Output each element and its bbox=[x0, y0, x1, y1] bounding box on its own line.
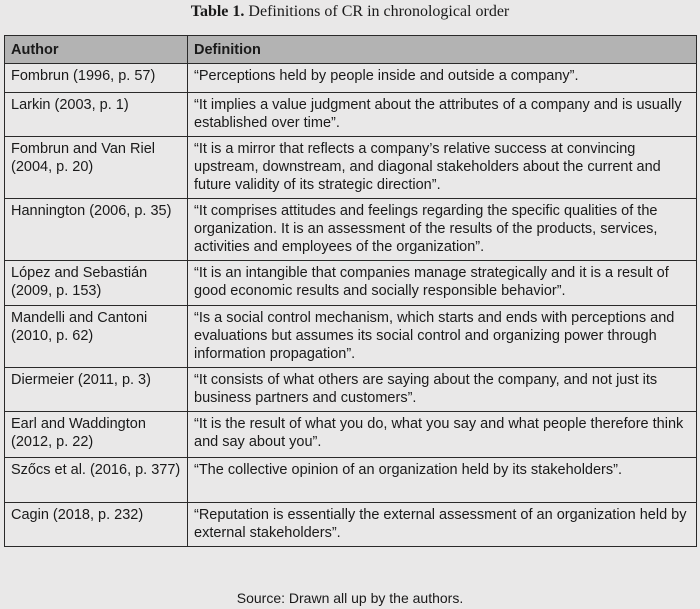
table-row bbox=[5, 458, 697, 503]
definition-cell: “It comprises attitudes and feelings regarding the specific qualities of the organization. It is an assessment of the results of the products, services, activities and employees of the organization”. bbox=[188, 199, 697, 261]
table-header-row bbox=[5, 36, 697, 64]
author-cell: López and Sebastián (2009, p. 153) bbox=[5, 261, 188, 306]
table-row bbox=[5, 64, 697, 93]
table-row bbox=[5, 503, 697, 547]
author-cell: Szőcs et al. (2016, p. 377) bbox=[5, 458, 188, 503]
author-cell: Cagin (2018, p. 232) bbox=[5, 503, 188, 547]
definition-cell: “It is the result of what you do, what you say and what people therefore think and say about you”. bbox=[188, 412, 697, 458]
definition-cell: “Is a social control mechanism, which starts and ends with perceptions and evaluations but assumes its social control and organizing power through information propagation”. bbox=[188, 306, 697, 368]
author-cell: Diermeier (2011, p. 3) bbox=[5, 368, 188, 412]
source-note: Source: Drawn all up by the authors. bbox=[236, 590, 464, 606]
column-header-definition: Definition bbox=[188, 36, 697, 64]
definition-cell: “Reputation is essentially the external assessment of an organization held by external stakeholders”. bbox=[188, 503, 697, 547]
column-header-author: Author bbox=[5, 36, 188, 64]
author-cell: Fombrun and Van Riel (2004, p. 20) bbox=[5, 137, 188, 199]
definition-cell: “It is an intangible that companies manage strategically and it is a result of good economic results and socially responsible behavior”. bbox=[188, 261, 697, 306]
definition-cell: “It is a mirror that reflects a company’s relative success at convincing upstream, downstream, and diagonal stakeholders about the current and future validity of its strategic direction”. bbox=[188, 137, 697, 199]
table-row bbox=[5, 137, 697, 199]
definition-cell: “It implies a value judgment about the attributes of a company and is usually established over time”. bbox=[188, 93, 697, 137]
author-cell: Earl and Waddington (2012, p. 22) bbox=[5, 412, 188, 458]
table-caption-label: Table 1. bbox=[190, 3, 245, 20]
table-row bbox=[5, 368, 697, 412]
definitions-table bbox=[4, 35, 697, 547]
table-row bbox=[5, 412, 697, 458]
author-cell: Fombrun (1996, p. 57) bbox=[5, 64, 188, 93]
definition-cell: “Perceptions held by people inside and outside a company”. bbox=[188, 64, 697, 93]
table-caption bbox=[0, 2, 700, 22]
table-row bbox=[5, 199, 697, 261]
author-cell: Mandelli and Cantoni (2010, p. 62) bbox=[5, 306, 188, 368]
table-row bbox=[5, 261, 697, 306]
table-row bbox=[5, 93, 697, 137]
definition-cell: “It consists of what others are saying about the company, and not just its business partners and customers”. bbox=[188, 368, 697, 412]
table-row bbox=[5, 306, 697, 368]
author-cell: Hannington (2006, p. 35) bbox=[5, 199, 188, 261]
table-caption-text: Definitions of CR in chronological order bbox=[248, 3, 510, 20]
definition-cell: “The collective opinion of an organization held by its stakeholders”. bbox=[188, 458, 697, 503]
author-cell: Larkin (2003, p. 1) bbox=[5, 93, 188, 137]
